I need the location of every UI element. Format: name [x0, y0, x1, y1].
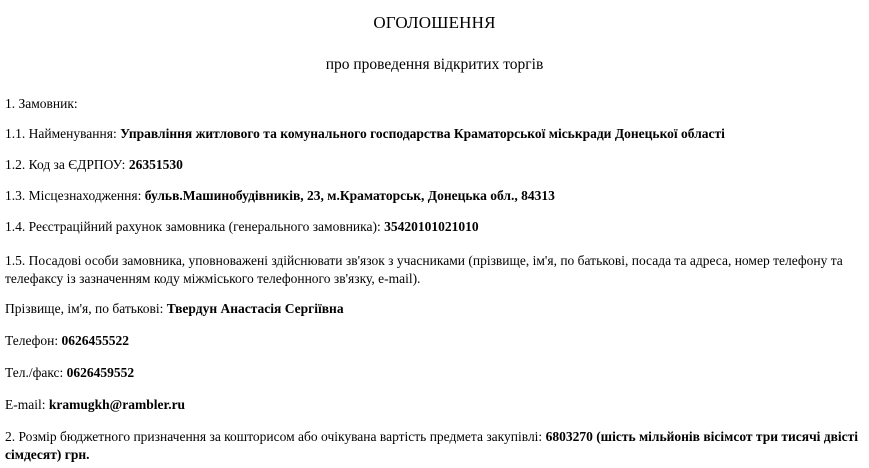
contact-person-label: Прізвище, ім'я, по батькові:	[5, 301, 164, 316]
account-label: 1.4. Реєстраційний рахунок замовника (генерального замовника):	[5, 219, 381, 234]
customer-heading-text: 1. Замовник:	[5, 96, 78, 111]
location-line	[5, 188, 863, 204]
email-label: E-mail:	[5, 397, 46, 412]
customer-name-line	[5, 126, 863, 142]
phone-line	[5, 333, 863, 349]
budget-paragraph	[5, 428, 863, 464]
phone-label: Телефон:	[5, 333, 59, 348]
edrpou-label: 1.2. Код за ЄДРПОУ:	[5, 157, 126, 172]
customer-name-value: Управління житлового та комунального господарства Краматорської міськради Донецької області	[120, 126, 725, 141]
contact-person-value: Твердун Анастасія Сергіївна	[166, 301, 344, 316]
officials-text: 1.5. Посадові особи замовника, уповноважені здійснювати зв'язок з учасниками (прізвище, ім'я, по батькові, посада та адреса, номер телефону та телефаксу із зазначенням коду міжміського телефонного зв'язку, e-mail).	[5, 253, 843, 286]
edrpou-line	[5, 157, 863, 173]
email-value: kramugkh@rambler.ru	[48, 397, 186, 412]
fax-line	[5, 365, 863, 381]
officials-paragraph	[5, 252, 863, 288]
location-value: бульв.Машинобудівників, 23, м.Краматорськ, Донецька обл., 84313	[144, 188, 555, 203]
account-line	[5, 219, 863, 235]
budget-label: 2. Розмір бюджетного призначення за кошторисом або очікувана вартість предмета закупівлі:	[5, 429, 543, 444]
fax-label: Тел./факс:	[5, 365, 64, 380]
email-line	[5, 397, 863, 413]
edrpou-value: 26351530	[128, 157, 183, 172]
account-value: 35420101021010	[384, 219, 479, 234]
page-subtitle: про проведення відкритих торгів	[325, 56, 544, 73]
budget-value: 6803270 (шість мільйонів вісімсот три тисячі двісті сімдесят) грн.	[5, 429, 859, 462]
customer-heading	[5, 96, 863, 112]
phone-value: 0626455522	[61, 333, 129, 348]
contact-person-line	[5, 301, 863, 317]
page-title: ОГОЛОШЕННЯ	[373, 13, 496, 32]
customer-name-label: 1.1. Найменування:	[5, 126, 117, 141]
location-label: 1.3. Місцезнаходження:	[5, 188, 142, 203]
fax-value: 0626459552	[66, 365, 135, 380]
